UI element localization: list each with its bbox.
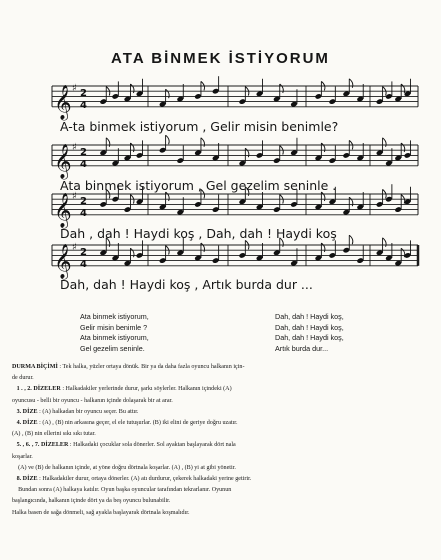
instruction-line: 4. DİZE : (A) , (B) nin arkasına geçer, el ele tutuşurlar. (B) iki elini de geriye doğru uzatır. (16, 420, 238, 427)
verse-left-line: Gelir misin benimle ? (80, 322, 148, 332)
verse-left-line: Ata binmek istiyorum, (80, 333, 149, 342)
time-signature-top: 2 (80, 147, 87, 158)
note-flag (401, 248, 405, 257)
instruction-line: başlangıcında, halkanın içinde dört ya da beş oyuncu bulunabilir. (12, 498, 171, 505)
instruction-line: 3. DİZE : (A) halkadan bir oyuncu seçer. Bu attır. (16, 408, 139, 415)
time-signature-bottom: 4 (80, 258, 87, 270)
note-flag (130, 84, 134, 93)
instruction-line: 5. , 6. , 7. DİZELER : Halkadaki çocuklar sola dönerler. Sol ayaktan başlayarak dört nala (16, 442, 236, 449)
time-signature-bottom: 4 (80, 207, 87, 219)
note-flag (166, 135, 170, 144)
song-title: ATA BİNMEK İSTİYORUM (111, 50, 330, 67)
instruction-line: Bundan sonra (A) halkaya katılır. Oyun başka oyuncular tarafından tekrarlanır. Oyunun (18, 487, 232, 494)
instruction-line: 1 . , 2. DİZELER : Halkadakiler yerlerinde durur, şarkı söylerler. Halkanın içindeki (A) (16, 386, 232, 393)
treble-clef-icon: 𝄞 (54, 84, 72, 120)
note-flag (401, 84, 405, 93)
time-signature-top: 2 (80, 196, 87, 207)
instruction-line: Halka basen de sağa dönmeli, sağ ayakla başlayarak dörtnala koşmalıdır. (12, 509, 190, 516)
time-signature-bottom: 4 (80, 158, 87, 170)
instruction-line: oyuncusu - belli bir oyuncu - halkanın içinde dolaşarak bir at arar. (12, 397, 173, 404)
treble-clef-icon: 𝄞 (54, 192, 72, 228)
time-signature-bottom: 4 (80, 99, 87, 111)
treble-clef-icon: 𝄞 (54, 243, 72, 279)
instruction-line: (A) ve (B) de halkanın içinde, at yöne doğru dörtnala koşarlar. (A) , (B) yi at gibi yönetir. (18, 464, 236, 471)
sharp-icon: ♯ (72, 83, 77, 94)
instruction-line: koşarlar. (12, 453, 33, 460)
verse-right-line: Dah, dah ! Haydi koş, (275, 312, 344, 321)
verse-right-line: Artık burda dur... (275, 343, 329, 353)
verse-right-line: Dah, dah ! Haydi koş, (275, 322, 344, 332)
lyric-line-1: A-ta binmek istiyorum , Gelir misin benimle? (60, 119, 339, 134)
instruction-line: 8. DİZE : Halkadakiler durur, ortaya dönerler. (A) atı durdurur, çekerek halkadaki yerine getirir. (16, 476, 252, 483)
note-flag (280, 84, 284, 93)
lyric-line-4: Dah, dah ! Haydi koş , Artık burda dur ... (60, 277, 313, 292)
instruction-line: DURMA BİÇİMİ : Tek halka, yüzler ortaya dönük. Bir ya da daha fazla oyuncu halkanın için- (12, 364, 245, 370)
note-flag (130, 248, 134, 257)
verse-right-line: Dah, dah ! Haydi koş, (275, 333, 344, 342)
treble-clef-icon: 𝄞 (54, 143, 72, 179)
sharp-icon: ♯ (72, 191, 77, 202)
verse-left-line: Ata binmek istiyorum, (80, 312, 149, 321)
time-signature-top: 2 (80, 247, 87, 258)
instruction-line: (A) , (B) nin ellerini sıkı sıkı tutar. (12, 431, 96, 438)
game-instructions (12, 362, 430, 519)
lyric-line-2: Ata binmek istiyorum , Gel gezelim seninle . (60, 178, 337, 193)
verse-right (275, 312, 344, 354)
sharp-icon: ♯ (72, 242, 77, 253)
time-signature-top: 2 (80, 88, 87, 99)
sharp-icon: ♯ (72, 142, 77, 153)
instruction-line: de durur. (12, 375, 34, 382)
verse-left (80, 312, 149, 354)
note-flag (349, 79, 353, 88)
lyric-line-3: Dah , dah ! Haydi koş , Dah, dah ! Haydi koş (60, 226, 337, 241)
verse-left-line: Gel gezelim seninle. (80, 343, 145, 353)
